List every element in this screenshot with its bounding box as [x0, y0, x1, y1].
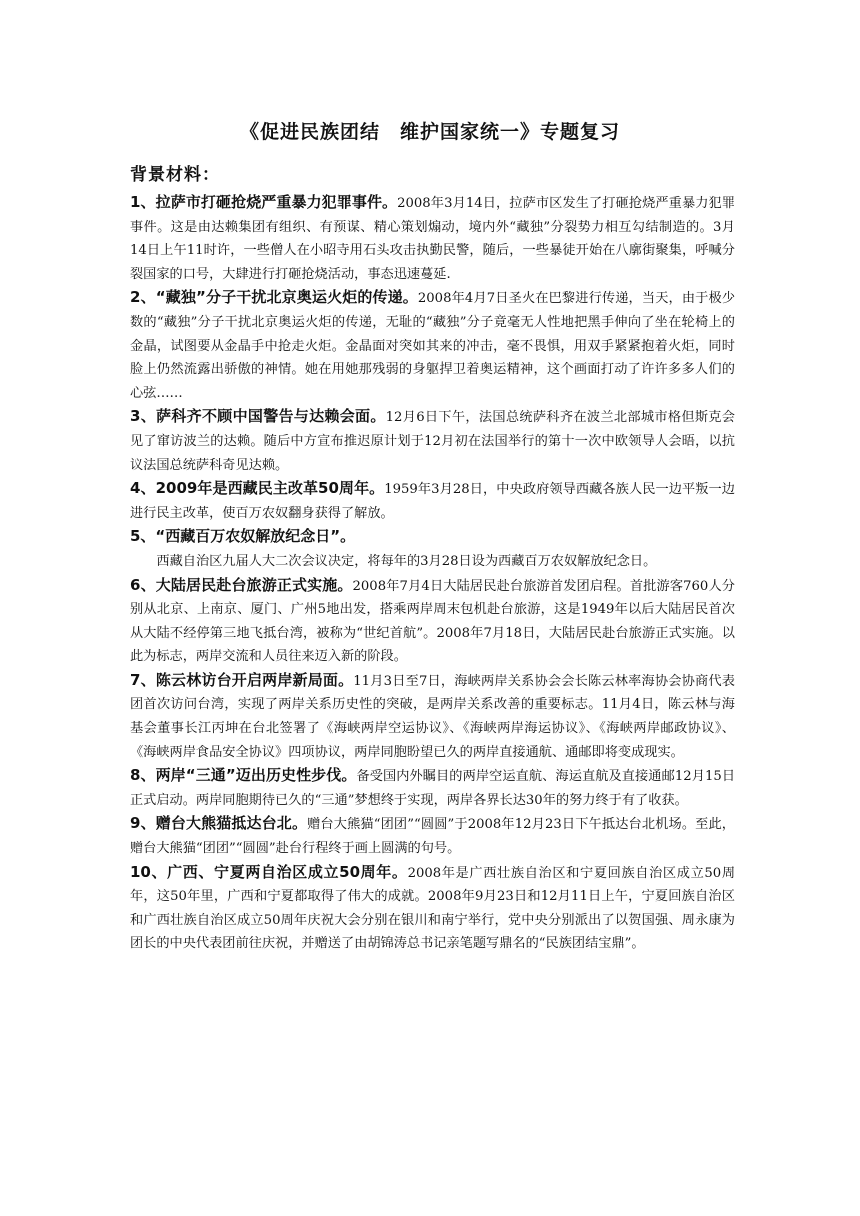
item-heading: 5、“西藏百万农奴解放纪念日”。	[130, 527, 356, 546]
list-item	[130, 764, 735, 812]
list-item	[130, 405, 735, 477]
item-heading: 7、陈云林访台开启两岸新局面。	[130, 670, 354, 689]
list-item	[130, 477, 735, 525]
list-item	[130, 286, 735, 405]
item-heading: 9、赠台大熊猫抵达台北。	[130, 814, 308, 833]
item-heading: 2、“藏独”分子干扰北京奥运火炬的传递。	[130, 288, 418, 307]
item-body: 赠台大熊猫“团团”“圆圆”于2008年12月23日下午抵达台北机场。至此，赠台大熊猫“团团”“圆圆”赴台行程终于画上圆满的句号。	[130, 817, 735, 857]
list-item	[130, 812, 735, 860]
item-body: 12月6日下午，法国总统萨科齐在波兰北部城市格但斯克会见了窜访波兰的达赖。随后中方宣布推迟原计划于12月初在法国举行的第十一次中欧领导人会晤，以抗议法国总统萨科奇见达赖。	[130, 410, 735, 473]
item-body: 2008年7月4日大陆居民赴台旅游首发团启程。首批游客760人分别从北京、上南京、厦门、广州5地出发，搭乘两岸周末包机赴台旅游，这是1949年以后大陆居民首次从大陆不经停第三地飞抵台湾，被称为“世纪首航”。2008年7月18日，大陆居民赴台旅游正式实施。以此为标志，两岸交流和人员往来迈入新的阶段。	[130, 578, 735, 665]
list-item	[130, 861, 735, 956]
item-body: 11月3日至7日，海峡两岸关系协会会长陈云林率海协会协商代表团首次访问台湾，实现了两岸关系历史性的突破，是两岸关系改善的重要标志。11月4日，陈云林与海基会董事长江丙坤在台北签署了《海峡两岸空运协议》、《海峡两岸海运协议》、《海峡两岸邮政协议》、《海峡两岸食品安全协议》四项协议，两岸同胞盼望已久的两岸直接通航、通邮即将变成现实。	[130, 673, 735, 760]
item-heading: 3、萨科齐不顾中国警告与达赖会面。	[130, 407, 386, 426]
list-item	[130, 574, 735, 669]
list-item	[130, 525, 735, 550]
document-title: 《促进民族团结 维护国家统一》专题复习	[239, 121, 620, 143]
item-body: 2008年4月7日圣火在巴黎进行传递，当天，由于极少数的“藏独”分子干扰北京奥运火炬的传递，无耻的“藏独”分子竟毫无人性地把黑手伸向了坐在轮椅上的金晶，试图要从金晶手中抢走火炬。金晶面对突如其来的冲击，毫不畏惧，用双手紧紧抱着火炬，同时脸上仍然流露出骄傲的神情。她在用她那残弱的身躯捍卫着奥运精神，这个画面打动了许许多多人们的心弦……	[130, 291, 736, 401]
item-heading: 10、广西、宁夏两自治区成立50周年。	[130, 862, 408, 881]
list-item	[130, 191, 735, 286]
item-body: 2008年是广西壮族自治区和宁夏回族自治区成立50周年，这50年里，广西和宁夏都取得了伟大的成就。2008年9月23日和12月11日上午，宁夏回族自治区和广西壮族自治区成立50周年庆祝大会分别在银川和南宁举行，党中央分别派出了以贺国强、周永康为团长的中央代表团前往庆祝，并赠送了由胡锦涛总书记亲笔题写鼎名的“民族团结宝鼎”。	[130, 865, 736, 952]
list-item	[130, 669, 735, 764]
item-body: 西藏自治区九届人大二次会议决定，将每年的3月28日设为西藏百万农奴解放纪念日。	[156, 553, 657, 569]
item-heading: 6、大陆居民赴台旅游正式实施。	[130, 575, 353, 594]
material-list	[130, 191, 735, 956]
item-heading: 1、拉萨市打砸抢烧严重暴力犯罪事件。	[130, 193, 398, 211]
item-body: 2008年3月14日，拉萨市区发生了打砸抢烧严重暴力犯罪事件。这是由达赖集团有组织、有预谋、精心策划煽动，境内外“藏独”分裂势力相互勾结制造的。3月14日上午11时许，一些僧人在小昭寺用石头攻击执勤民警，随后，一些暴徒开始在八廓街聚集，呼喊分裂国家的口号，大肆进行打砸抢烧活动，事态迅速蔓延.	[130, 196, 735, 282]
item-body: 1959年3月28日，中央政府领导西藏各族人民一边平叛一边进行民主改革，使百万农奴翻身获得了解放。	[130, 482, 735, 521]
item-heading: 4、2009年是西藏民主改革50周年。	[130, 479, 385, 498]
list-item-continuation	[130, 550, 735, 574]
item-heading: 8、两岸“三通”迈出历史性步伐。	[130, 766, 357, 785]
section-label: 背景材料：	[130, 165, 220, 185]
item-body: 备受国内外瞩目的两岸空运直航、海运直航及直接通邮12月15日正式启动。两岸同胞期待已久的“三通”梦想终于实现，两岸各界长达30年的努力终于有了收获。	[130, 769, 736, 808]
